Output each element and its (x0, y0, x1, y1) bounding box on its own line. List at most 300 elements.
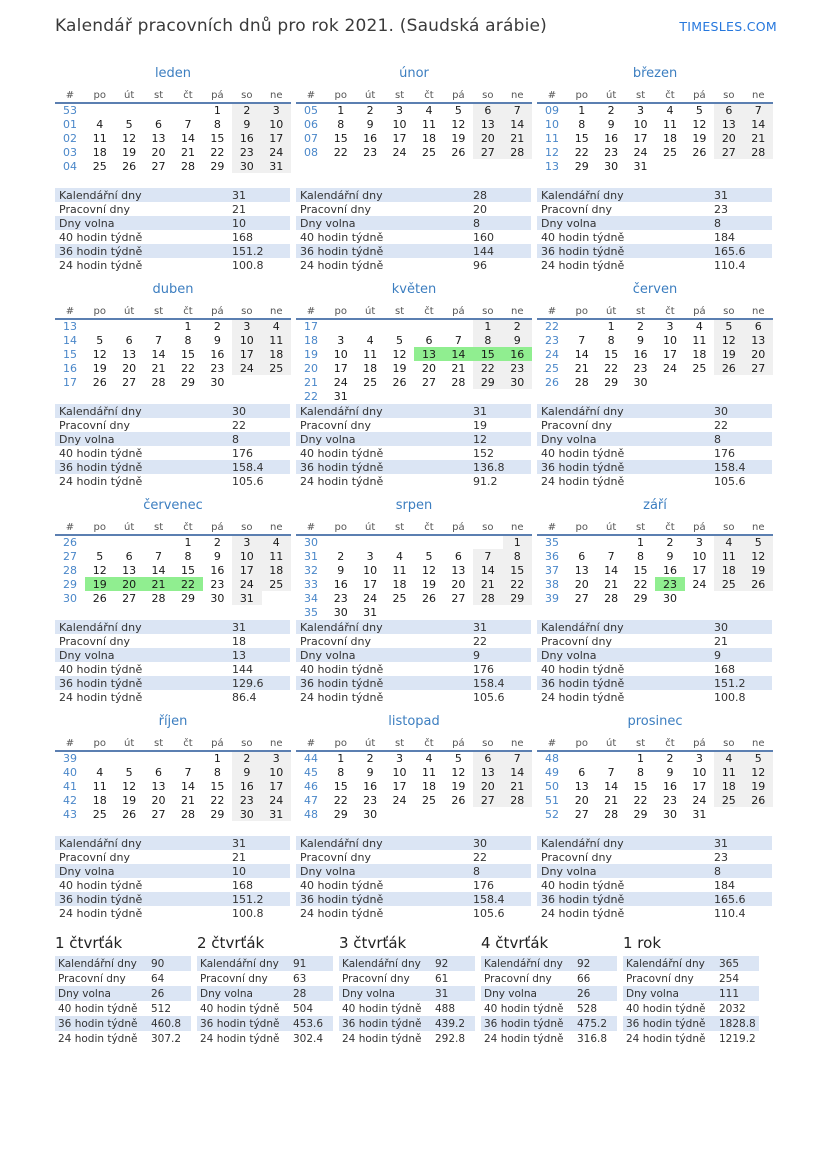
month-summary-row (296, 258, 531, 272)
summary-value: 475.2 (577, 1017, 608, 1030)
day-cell: 19 (85, 577, 114, 591)
day-cell: 18 (662, 131, 677, 145)
week-number: 16 (63, 361, 77, 375)
day-cell: 24 (633, 145, 648, 159)
empty-day-cell (326, 535, 355, 549)
month-block-říjen (55, 714, 295, 920)
month-summary-row (55, 244, 290, 258)
day-cell: 25 (262, 577, 291, 591)
month-summary-row (537, 648, 772, 662)
day-cell: 7 (184, 765, 192, 779)
day-cell: 16 (232, 779, 261, 793)
week-row (296, 103, 532, 117)
day-cell: 19 (744, 779, 773, 793)
week-number: 48 (304, 807, 318, 821)
weekday-header: po (326, 736, 355, 751)
month-title: listopad (388, 714, 440, 729)
weekday-header: st (385, 520, 414, 535)
week-number: 29 (63, 577, 77, 591)
summary-label: 36 hodin týdně (541, 676, 625, 690)
week-row (537, 549, 773, 563)
week-number: 51 (545, 793, 559, 807)
day-cell: 11 (92, 131, 107, 145)
summary-value: 21 (232, 202, 246, 216)
day-cell: 10 (363, 563, 378, 577)
day-cell: 9 (213, 549, 221, 563)
day-cell: 20 (473, 131, 502, 145)
total-summary-row (197, 1016, 333, 1031)
empty-day-cell (414, 605, 443, 619)
summary-value: 92 (435, 957, 449, 970)
day-cell: 10 (662, 333, 677, 347)
week-number: 35 (304, 605, 318, 619)
day-cell: 22 (633, 577, 648, 591)
summary-value: 184 (714, 878, 735, 892)
summary-value: 151.2 (232, 892, 264, 906)
day-cell: 28 (503, 145, 532, 159)
weekday-header: st (144, 520, 173, 535)
month-calendar (296, 304, 532, 403)
summary-value: 31 (232, 620, 246, 634)
weekday-header: # (537, 520, 567, 535)
summary-label: Dny volna (300, 648, 356, 662)
day-cell: 4 (96, 765, 104, 779)
day-cell: 8 (213, 117, 221, 131)
day-cell: 28 (503, 793, 532, 807)
day-cell: 29 (210, 807, 225, 821)
week-row (537, 807, 773, 821)
day-cell: 7 (744, 103, 773, 117)
month-summary-row (537, 474, 772, 488)
summary-value: 100.8 (232, 906, 264, 920)
summary-value: 158.4 (473, 676, 505, 690)
day-cell: 4 (425, 104, 433, 117)
month-summary-row (55, 648, 290, 662)
day-cell: 1 (473, 319, 502, 333)
day-cell: 20 (421, 361, 436, 375)
day-cell: 14 (604, 779, 619, 793)
topbar (55, 16, 777, 36)
summary-value: 31 (435, 987, 449, 1000)
day-cell: 11 (363, 347, 378, 361)
month-summary-row (537, 188, 772, 202)
day-cell: 20 (714, 131, 743, 145)
month-block-září (537, 498, 777, 704)
summary-value: 22 (232, 418, 246, 432)
summary-label: Kalendářní dny (541, 404, 624, 418)
total-summary-row (339, 971, 475, 986)
total-summary-row (197, 956, 333, 971)
summary-label: Kalendářní dny (342, 957, 421, 970)
day-cell: 19 (451, 779, 466, 793)
weekday-header: út (355, 88, 384, 103)
summary-value: 12 (473, 432, 487, 446)
day-cell: 3 (337, 333, 345, 347)
weekday-header: # (55, 520, 85, 535)
day-cell: 2 (637, 320, 645, 333)
day-cell: 22 (503, 577, 532, 591)
day-cell: 5 (744, 535, 773, 549)
summary-label: Pracovní dny (59, 634, 130, 648)
month-calendar (537, 304, 773, 389)
day-cell: 30 (363, 807, 378, 821)
week-row (537, 159, 773, 173)
weekday-header: čt (173, 88, 202, 103)
day-cell: 22 (633, 793, 648, 807)
weekday-header: so (473, 304, 502, 319)
month-calendar-wrap (55, 88, 295, 188)
day-cell: 5 (96, 333, 104, 347)
day-cell: 23 (363, 145, 378, 159)
summary-value: 91.2 (473, 474, 498, 488)
summary-value: 8 (473, 864, 480, 878)
summary-value: 105.6 (232, 474, 264, 488)
week-number: 30 (63, 591, 77, 605)
day-cell: 11 (392, 563, 407, 577)
weekday-header: so (714, 304, 743, 319)
day-cell: 15 (633, 779, 648, 793)
day-cell: 22 (333, 145, 348, 159)
week-row (537, 145, 773, 159)
weekday-header: čt (655, 520, 684, 535)
week-number: 43 (63, 807, 77, 821)
weekday-header-row (537, 304, 773, 319)
summary-label: Kalendářní dny (59, 620, 142, 634)
day-cell: 25 (92, 807, 107, 821)
day-cell: 26 (122, 807, 137, 821)
totals-row (55, 934, 777, 1046)
day-cell: 20 (451, 577, 466, 591)
weekday-header: út (596, 736, 625, 751)
empty-day-cell (444, 319, 473, 333)
summary-label: Kalendářní dny (541, 620, 624, 634)
day-cell: 24 (262, 145, 291, 159)
site-link[interactable]: TIMESLES.COM (679, 19, 777, 34)
week-row (296, 535, 532, 549)
weekday-header-row (55, 736, 291, 751)
day-cell: 11 (692, 333, 707, 347)
week-number: 30 (304, 536, 318, 549)
weekday-header: čt (414, 304, 443, 319)
empty-day-cell (714, 375, 743, 389)
summary-value: 1219.2 (719, 1032, 756, 1045)
total-summary-row (197, 1031, 333, 1046)
day-cell: 3 (232, 319, 261, 333)
summary-label: 36 hodin týdně (300, 244, 384, 258)
day-cell: 25 (714, 793, 743, 807)
day-cell: 16 (662, 779, 677, 793)
summary-value: 31 (473, 404, 487, 418)
day-cell: 4 (695, 320, 703, 333)
total-summary-row (623, 986, 759, 1001)
total-block-1-čtvrťák (55, 934, 197, 1046)
summary-label: 40 hodin týdně (342, 1002, 422, 1015)
month-summary-row (537, 878, 772, 892)
month-calendar-wrap (55, 304, 295, 404)
day-cell: 18 (262, 563, 291, 577)
month-block-březen (537, 66, 777, 272)
day-cell: 8 (213, 765, 221, 779)
week-row (55, 131, 291, 145)
day-cell: 25 (662, 145, 677, 159)
total-summary-row (339, 1001, 475, 1016)
month-block-leden (55, 66, 295, 272)
month-summary-row (55, 202, 290, 216)
day-cell: 18 (92, 793, 107, 807)
total-summary-row (481, 986, 617, 1001)
weekday-header-row (296, 520, 532, 535)
weekday-header-row (537, 736, 773, 751)
week-number: 36 (545, 549, 559, 563)
summary-value: 439.2 (435, 1017, 466, 1030)
weekday-header: út (596, 304, 625, 319)
day-cell: 31 (333, 389, 348, 403)
summary-value: 28 (293, 987, 307, 1000)
weekday-header: st (385, 304, 414, 319)
week-number: 04 (63, 159, 77, 173)
summary-value: 504 (293, 1002, 314, 1015)
month-summary-row (296, 230, 531, 244)
week-row (296, 807, 532, 821)
summary-value: 9 (473, 648, 480, 662)
day-cell: 30 (633, 375, 648, 389)
weekday-header: # (537, 88, 567, 103)
month-summary-row (55, 216, 290, 230)
day-cell: 14 (604, 563, 619, 577)
empty-day-cell (414, 389, 443, 403)
weekday-header-row (296, 88, 532, 103)
summary-value: 8 (473, 216, 480, 230)
summary-label: 40 hodin týdně (58, 1002, 138, 1015)
day-cell: 21 (151, 361, 166, 375)
week-number: 19 (304, 347, 318, 361)
weekday-header: st (144, 736, 173, 751)
day-cell: 6 (744, 319, 773, 333)
weekday-header: út (114, 736, 143, 751)
summary-value: 144 (232, 662, 253, 676)
summary-value: 28 (473, 188, 487, 202)
summary-value: 90 (151, 957, 165, 970)
summary-label: Dny volna (59, 216, 115, 230)
summary-label: 24 hodin týdně (200, 1032, 280, 1045)
day-cell: 23 (232, 145, 261, 159)
day-cell: 24 (333, 375, 348, 389)
week-row (296, 319, 532, 333)
day-cell: 29 (473, 375, 502, 389)
month-calendar (55, 88, 291, 173)
weekday-header: ne (262, 88, 291, 103)
day-cell: 17 (692, 563, 707, 577)
weekday-header: po (85, 88, 114, 103)
summary-value: 152 (473, 446, 494, 460)
summary-label: 24 hodin týdně (300, 474, 384, 488)
day-cell: 24 (692, 577, 707, 591)
weekday-header: pá (203, 304, 232, 319)
day-cell: 1 (637, 752, 645, 765)
summary-label: 36 hodin týdně (59, 676, 143, 690)
summary-label: Dny volna (626, 987, 679, 1000)
day-cell: 18 (392, 577, 407, 591)
summary-label: Dny volna (484, 987, 537, 1000)
weekday-header: so (232, 736, 261, 751)
empty-day-cell (714, 807, 743, 821)
day-cell: 9 (337, 563, 345, 577)
day-cell: 25 (262, 361, 291, 375)
empty-day-cell (232, 375, 261, 389)
summary-label: Kalendářní dny (59, 404, 142, 418)
week-row (55, 361, 291, 375)
day-cell: 21 (473, 577, 502, 591)
summary-label: Pracovní dny (59, 202, 130, 216)
week-number: 18 (304, 333, 318, 347)
total-summary-row (339, 986, 475, 1001)
week-row (55, 333, 291, 347)
summary-value: 144 (473, 244, 494, 258)
week-number: 22 (545, 320, 559, 333)
summary-value: 18 (232, 634, 246, 648)
day-cell: 19 (421, 577, 436, 591)
week-row (55, 103, 291, 117)
summary-label: Kalendářní dny (300, 188, 383, 202)
day-cell: 16 (232, 131, 261, 145)
day-cell: 16 (363, 131, 378, 145)
month-summary-row (55, 446, 290, 460)
day-cell: 9 (503, 333, 532, 347)
summary-label: 40 hodin týdně (300, 446, 384, 460)
week-number: 12 (545, 145, 559, 159)
summary-label: Kalendářní dny (300, 620, 383, 634)
weekday-header: pá (685, 88, 714, 103)
weekday-header: čt (173, 736, 202, 751)
week-row (537, 131, 773, 145)
day-cell: 21 (604, 793, 619, 807)
summary-value: 31 (714, 188, 728, 202)
day-cell: 2 (232, 751, 261, 765)
summary-value: 31 (473, 620, 487, 634)
summary-label: 24 hodin týdně (300, 690, 384, 704)
month-summary-row (55, 850, 290, 864)
summary-value: 31 (714, 836, 728, 850)
day-cell: 23 (210, 361, 225, 375)
day-cell: 7 (473, 549, 502, 563)
week-number: 07 (304, 131, 318, 145)
week-row (537, 347, 773, 361)
total-summary-table (55, 956, 191, 1046)
summary-value: 22 (714, 418, 728, 432)
empty-day-cell (503, 807, 532, 821)
day-cell: 27 (473, 145, 502, 159)
day-cell: 8 (607, 333, 615, 347)
week-row (55, 535, 291, 549)
weekday-header: ne (262, 304, 291, 319)
summary-label: Pracovní dny (541, 202, 612, 216)
weekday-header: ne (503, 88, 532, 103)
day-cell: 20 (114, 577, 143, 591)
weekday-header: po (85, 304, 114, 319)
day-cell: 13 (151, 131, 166, 145)
summary-label: Kalendářní dny (300, 836, 383, 850)
weekday-header: po (326, 88, 355, 103)
week-row (537, 333, 773, 347)
empty-day-cell (173, 751, 202, 765)
summary-value: 302.4 (293, 1032, 324, 1045)
week-number: 01 (63, 117, 77, 131)
month-summary-table (55, 836, 290, 920)
weekday-header: čt (655, 736, 684, 751)
summary-value: 30 (714, 620, 728, 634)
week-number: 15 (63, 347, 77, 361)
day-cell: 30 (662, 807, 677, 821)
weekday-header: pá (203, 736, 232, 751)
total-summary-row (197, 986, 333, 1001)
day-cell: 17 (662, 347, 677, 361)
empty-day-cell (114, 751, 143, 765)
day-cell: 28 (744, 145, 773, 159)
total-summary-table (197, 956, 333, 1046)
month-summary-table (296, 404, 531, 488)
weekday-header: st (144, 304, 173, 319)
day-cell: 28 (604, 807, 619, 821)
day-cell: 12 (122, 779, 137, 793)
empty-day-cell (444, 535, 473, 549)
month-summary-row (55, 634, 290, 648)
day-cell: 5 (454, 104, 462, 117)
month-summary-row (537, 244, 772, 258)
month-summary-table (296, 620, 531, 704)
summary-value: 19 (473, 418, 487, 432)
day-cell: 21 (503, 131, 532, 145)
day-cell: 26 (421, 591, 436, 605)
weekday-header: so (473, 88, 502, 103)
day-cell: 9 (213, 333, 221, 347)
day-cell: 2 (666, 536, 674, 549)
week-row (537, 765, 773, 779)
week-row (55, 117, 291, 131)
weekday-header: # (55, 88, 85, 103)
empty-day-cell (714, 159, 743, 173)
day-cell: 14 (503, 117, 532, 131)
day-cell: 18 (421, 131, 436, 145)
week-number: 20 (304, 361, 318, 375)
total-summary-table (623, 956, 759, 1046)
month-summary-row (296, 634, 531, 648)
weekday-header: po (85, 520, 114, 535)
day-cell: 21 (604, 577, 619, 591)
day-cell: 28 (604, 591, 619, 605)
weekday-header: út (114, 88, 143, 103)
weekday-header: čt (655, 88, 684, 103)
total-title: 3 čtvrťák (339, 934, 407, 952)
day-cell: 31 (363, 605, 378, 619)
week-number: 31 (304, 549, 318, 563)
day-cell: 4 (96, 117, 104, 131)
week-number: 26 (63, 536, 77, 549)
day-cell: 6 (155, 765, 163, 779)
summary-label: Kalendářní dny (59, 836, 142, 850)
summary-label: Pracovní dny (300, 850, 371, 864)
summary-value: 110.4 (714, 258, 746, 272)
day-cell: 13 (744, 333, 773, 347)
day-cell: 6 (473, 751, 502, 765)
summary-value: 10 (232, 864, 246, 878)
day-cell: 19 (122, 793, 137, 807)
day-cell: 28 (151, 591, 166, 605)
summary-label: 40 hodin týdně (484, 1002, 564, 1015)
empty-day-cell (685, 159, 714, 173)
month-title: říjen (158, 714, 188, 729)
month-summary-row (55, 620, 290, 634)
day-cell: 20 (151, 145, 166, 159)
